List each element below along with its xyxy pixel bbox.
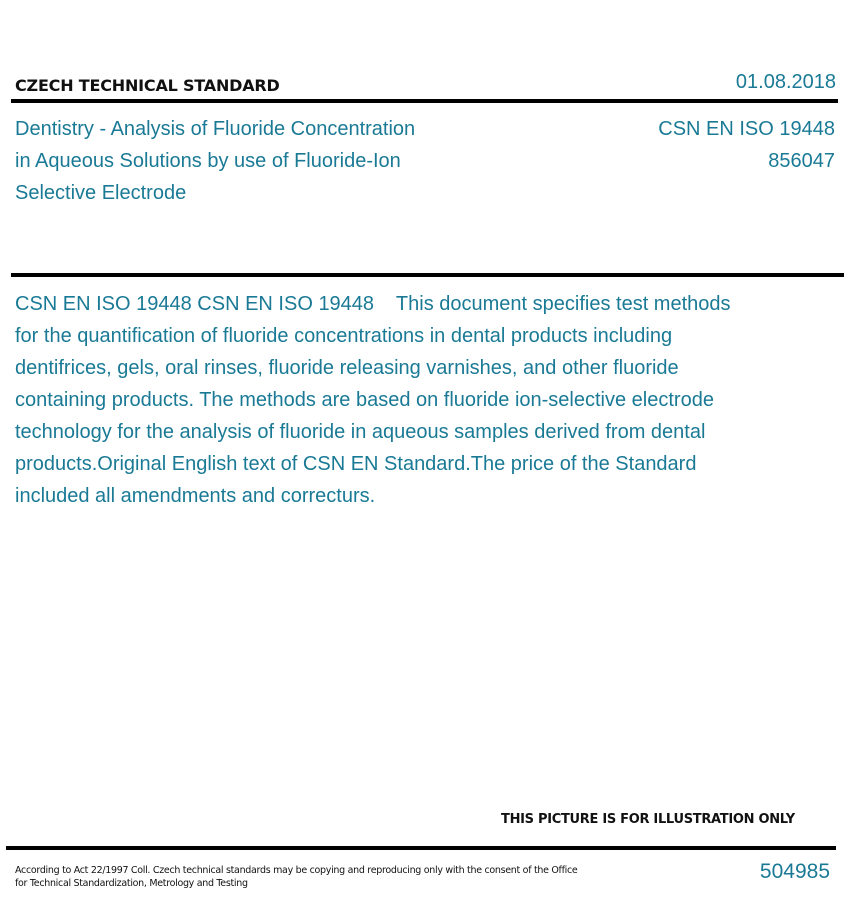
abstract-line: technology for the analysis of fluoride in aqueous samples derived from dental [15,421,706,443]
header-label: CZECH TECHNICAL STANDARD [15,76,280,95]
illustration-note: THIS PICTURE IS FOR ILLUSTRATION ONLY [501,812,795,827]
standard-designation: CSN EN ISO 19448 [658,118,835,140]
abstract-line: products.Original English text of CSN EN Standard.The price of the Standard [15,453,697,475]
legal-notice [15,864,615,890]
catalog-number: 856047 [768,150,835,172]
top-rule [11,99,838,103]
legal-line: According to Act 22/1997 Coll. Czech technical standards may be copying and reproducing only with the consent of the Office [15,865,578,876]
standard-codes [658,113,835,177]
header-date: 01.08.2018 [735,71,836,93]
abstract-line: dentifrices, gels, oral rinses, fluoride releasing varnishes, and other fluoride [15,357,679,379]
middle-rule [11,273,844,277]
abstract [15,288,815,512]
standard-title [15,113,475,209]
bottom-rule [6,846,836,850]
abstract-line: containing products. The methods are based on fluoride ion-selective electrode [15,389,714,411]
title-line: in Aqueous Solutions by use of Fluoride-Ion [15,150,401,172]
footer-number: 504985 [759,860,830,883]
abstract-line: included all amendments and correcturs. [15,485,376,507]
abstract-line: CSN EN ISO 19448 CSN EN ISO 19448 This document specifies test methods [15,293,731,315]
title-line: Dentistry - Analysis of Fluoride Concentration [15,118,416,140]
title-line: Selective Electrode [15,182,187,204]
legal-line: for Technical Standardization, Metrology and Testing [15,878,248,889]
abstract-line: for the quantification of fluoride concentrations in dental products including [15,325,673,347]
